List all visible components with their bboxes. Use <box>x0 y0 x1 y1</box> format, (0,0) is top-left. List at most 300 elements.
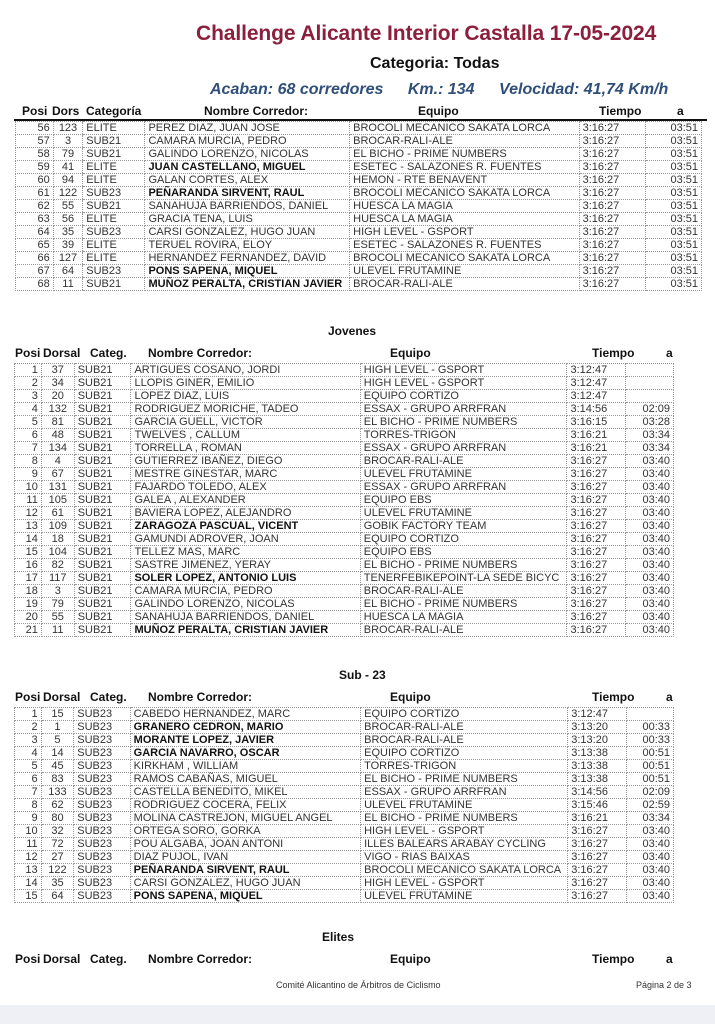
table-row <box>16 161 702 174</box>
cell-gap: 03:51 <box>645 213 701 226</box>
cell-position: 8 <box>15 455 42 468</box>
cell-category: SUB23 <box>74 851 130 864</box>
cell-dorsal: 62 <box>41 799 74 812</box>
cell-rider-name: CARSI GONZALEZ, HUGO JUAN <box>145 226 350 239</box>
cell-gap: 03:51 <box>645 252 701 265</box>
category-subtitle: Categoria: Todas <box>370 55 500 72</box>
cell-position: 11 <box>15 494 42 507</box>
cell-time: 3:16:27 <box>579 278 645 291</box>
cell-time: 3:16:27 <box>567 507 626 520</box>
cell-position: 5 <box>15 760 42 773</box>
cell-team: BROCAR-RALI-ALE <box>350 278 579 291</box>
col-posi: Posi <box>15 346 41 360</box>
cell-time: 3:16:15 <box>567 416 626 429</box>
cell-gap: 03:40 <box>626 877 673 890</box>
cell-dorsal: 5 <box>41 734 74 747</box>
cell-time: 3:14:56 <box>567 403 626 416</box>
cell-rider-name: GALAN CORTES, ALEX <box>145 174 350 187</box>
table-row <box>15 721 674 734</box>
cell-time: 3:16:27 <box>579 213 645 226</box>
cell-position: 62 <box>16 200 54 213</box>
cell-gap: 03:40 <box>626 455 674 468</box>
cell-dorsal: 61 <box>41 507 74 520</box>
col-gap: a <box>677 104 684 118</box>
cell-position: 61 <box>16 187 54 200</box>
cell-team: ESETEC - SALAZONES R. FUENTES <box>350 239 579 252</box>
cell-team: ULEVEL FRUTAMINE <box>360 468 567 481</box>
cell-team: EQUIPO CORTIZO <box>361 708 568 721</box>
cell-position: 68 <box>16 278 54 291</box>
section-title-jovenes: Jovenes <box>328 324 377 338</box>
table-row <box>15 455 674 468</box>
cell-team: HUESCA LA MAGIA <box>350 200 579 213</box>
cell-time: 3:12:47 <box>567 390 626 403</box>
cell-position: 16 <box>15 559 42 572</box>
table-row <box>16 239 702 252</box>
table-row <box>16 252 702 265</box>
table-row <box>15 890 674 903</box>
cell-rider-name: MUÑOZ PERALTA, CRISTIAN JAVIER <box>145 278 350 291</box>
cell-team: BROCOLI MECANICO SAKATA LORCA <box>361 864 568 877</box>
cell-rider-name: GARCIA GUELL, VICTOR <box>131 416 360 429</box>
cell-time: 3:16:27 <box>567 468 626 481</box>
cell-position: 6 <box>15 429 42 442</box>
cell-time: 3:16:21 <box>568 812 626 825</box>
cell-rider-name: MORANTE LOPEZ, JAVIER <box>130 734 360 747</box>
table-row <box>15 864 674 877</box>
cell-team: ESSAX - GRUPO ARRFRAN <box>360 442 567 455</box>
cell-category: SUB23 <box>74 838 130 851</box>
table-row <box>15 773 674 786</box>
cell-dorsal: 105 <box>41 494 74 507</box>
jovenes-results-table <box>14 363 674 637</box>
table-row <box>15 812 674 825</box>
cell-team: GOBIK FACTORY TEAM <box>360 520 567 533</box>
cell-category: SUB23 <box>74 747 130 760</box>
cell-team: HUESCA LA MAGIA <box>360 611 567 624</box>
cell-team: ULEVEL FRUTAMINE <box>350 265 579 278</box>
cell-team: ULEVEL FRUTAMINE <box>361 799 568 812</box>
col-category: Categ. <box>90 952 127 966</box>
cell-time: 3:16:27 <box>579 122 645 135</box>
cell-time: 3:13:38 <box>568 773 626 786</box>
cell-position: 8 <box>15 799 42 812</box>
cell-team: EQUIPO CORTIZO <box>361 747 568 760</box>
table-row <box>16 278 702 291</box>
cell-position: 2 <box>15 721 42 734</box>
table-row <box>15 390 674 403</box>
cell-time: 3:13:20 <box>568 734 626 747</box>
cell-position: 4 <box>15 747 42 760</box>
cell-gap: 03:40 <box>626 507 674 520</box>
cell-dorsal: 134 <box>41 442 74 455</box>
col-name: Nombre Corredor: <box>148 952 253 966</box>
cell-rider-name: SANAHUJA BARRIENDOS, DANIEL <box>131 611 360 624</box>
col-team: Equipo <box>390 346 431 360</box>
cell-category: SUB21 <box>74 624 131 637</box>
cell-team: ESSAX - GRUPO ARRFRAN <box>360 481 567 494</box>
cell-time: 3:16:27 <box>579 174 645 187</box>
cell-position: 3 <box>15 390 42 403</box>
cell-gap: 03:51 <box>645 174 701 187</box>
cell-rider-name: LLOPIS GINER, EMILIO <box>131 377 360 390</box>
average-speed: Velocidad: 41,74 Km/h <box>499 81 669 98</box>
cell-category: ELITE <box>83 213 145 226</box>
cell-category: ELITE <box>83 122 145 135</box>
cell-gap <box>626 708 673 721</box>
cell-gap: 03:51 <box>645 135 701 148</box>
cell-team: EL BICHO - PRIME NUMBERS <box>360 598 567 611</box>
cell-dorsal: 34 <box>41 377 74 390</box>
cell-dorsal: 80 <box>41 812 74 825</box>
cell-category: SUB21 <box>83 148 145 161</box>
cell-rider-name: CARSI GONZALEZ, HUGO JUAN <box>130 877 360 890</box>
cell-time: 3:16:27 <box>567 611 626 624</box>
cell-category: SUB21 <box>74 403 131 416</box>
table-row <box>16 265 702 278</box>
cell-team: EQUIPO EBS <box>360 546 567 559</box>
cell-gap: 00:33 <box>626 734 673 747</box>
cell-team: BROCAR-RALI-ALE <box>360 624 567 637</box>
cell-gap: 03:40 <box>626 611 674 624</box>
cell-rider-name: GAMUNDI ADROVER, JOAN <box>131 533 360 546</box>
col-dorsal: Dorsal <box>43 690 81 704</box>
cell-team: VIGO - RIAS BAIXAS <box>361 851 568 864</box>
cell-category: SUB21 <box>74 611 131 624</box>
cell-position: 9 <box>15 812 42 825</box>
cell-category: SUB23 <box>83 265 145 278</box>
cell-category: SUB23 <box>74 734 130 747</box>
cell-gap: 02:09 <box>626 786 673 799</box>
col-dorsal: Dorsal <box>43 952 81 966</box>
table-row <box>16 135 702 148</box>
cell-gap: 03:40 <box>626 825 673 838</box>
cell-team: TORRES-TRIGON <box>360 429 567 442</box>
cell-time: 3:16:27 <box>579 265 645 278</box>
cell-team: BROCAR-RALI-ALE <box>350 135 579 148</box>
cell-rider-name: ORTEGA SORO, GORKA <box>130 825 360 838</box>
cell-gap: 03:40 <box>626 572 674 585</box>
cell-position: 65 <box>16 239 54 252</box>
cell-team: EQUIPO CORTIZO <box>360 533 567 546</box>
cell-position: 63 <box>16 213 54 226</box>
table-row <box>15 877 674 890</box>
cell-time: 3:16:27 <box>567 546 626 559</box>
cell-dorsal: 104 <box>41 546 74 559</box>
cell-rider-name: MOLINA CASTREJON, MIGUEL ANGEL <box>130 812 360 825</box>
cell-gap: 03:34 <box>626 442 674 455</box>
cell-gap: 03:40 <box>626 585 674 598</box>
cell-position: 12 <box>15 507 42 520</box>
cell-time: 3:12:47 <box>568 708 626 721</box>
cell-rider-name: PEÑARANDA SIRVENT, RAUL <box>145 187 350 200</box>
cell-gap: 03:51 <box>645 187 701 200</box>
cell-position: 60 <box>16 174 54 187</box>
cell-gap: 00:51 <box>626 747 673 760</box>
cell-rider-name: POU ALGABA, JOAN ANTONI <box>130 838 360 851</box>
cell-position: 17 <box>15 572 42 585</box>
cell-time: 3:13:38 <box>568 760 626 773</box>
cell-gap: 02:59 <box>626 799 673 812</box>
cell-time: 3:16:21 <box>567 429 626 442</box>
cell-position: 19 <box>15 598 42 611</box>
cell-team: ILLES BALEARS ARABAY CYCLING <box>361 838 568 851</box>
cell-category: SUB21 <box>74 481 131 494</box>
table-row <box>15 494 674 507</box>
table-row <box>15 377 674 390</box>
cell-dorsal: 55 <box>41 611 74 624</box>
col-category: Categoría <box>86 104 142 118</box>
cell-team: HUESCA LA MAGIA <box>350 213 579 226</box>
cell-gap: 03:51 <box>645 200 701 213</box>
cell-position: 9 <box>15 468 42 481</box>
cell-position: 6 <box>15 773 42 786</box>
cell-dorsal: 48 <box>41 429 74 442</box>
cell-rider-name: PONS SAPENA, MIQUEL <box>145 265 350 278</box>
cell-time: 3:16:27 <box>579 161 645 174</box>
cell-team: BROCAR-RALI-ALE <box>361 734 568 747</box>
cell-time: 3:16:27 <box>567 598 626 611</box>
cell-category: SUB21 <box>83 278 145 291</box>
cell-dorsal: 82 <box>41 559 74 572</box>
cell-position: 10 <box>15 481 42 494</box>
cell-gap: 03:51 <box>645 239 701 252</box>
cell-time: 3:16:27 <box>579 148 645 161</box>
general-results-table <box>15 121 702 291</box>
cell-rider-name: FAJARDO TOLEDO, ALEX <box>131 481 360 494</box>
cell-gap: 03:40 <box>626 838 673 851</box>
cell-category: SUB21 <box>74 364 131 377</box>
cell-gap: 03:40 <box>626 559 674 572</box>
cell-dorsal: 67 <box>41 468 74 481</box>
cell-time: 3:16:27 <box>567 520 626 533</box>
col-posi: Posi <box>22 104 48 118</box>
cell-dorsal: 3 <box>53 135 83 148</box>
cell-category: ELITE <box>83 174 145 187</box>
cell-team: EL BICHO - PRIME NUMBERS <box>360 559 567 572</box>
cell-category: SUB21 <box>74 520 131 533</box>
table-row <box>15 747 674 760</box>
cell-category: SUB21 <box>74 390 131 403</box>
table-row <box>15 533 674 546</box>
cell-gap <box>626 377 674 390</box>
cell-team: ULEVEL FRUTAMINE <box>361 890 568 903</box>
cell-rider-name: TELLEZ MAS, MARC <box>131 546 360 559</box>
cell-rider-name: RAMOS CABAÑAS, MIGUEL <box>130 773 360 786</box>
cell-category: SUB21 <box>74 377 131 390</box>
table-row <box>15 799 674 812</box>
cell-gap: 00:51 <box>626 773 673 786</box>
cell-team: TENERFEBIKEPOINT-LA SEDE BICYC <box>360 572 567 585</box>
cell-category: SUB23 <box>74 864 130 877</box>
cell-dorsal: 37 <box>41 364 74 377</box>
col-name: Nombre Corredor: <box>204 104 309 118</box>
cell-time: 3:16:27 <box>579 135 645 148</box>
cell-category: ELITE <box>83 239 145 252</box>
cell-dorsal: 20 <box>41 390 74 403</box>
cell-position: 66 <box>16 252 54 265</box>
cell-gap: 00:51 <box>626 760 673 773</box>
cell-rider-name: GALEA , ALEXANDER <box>131 494 360 507</box>
table-row <box>15 429 674 442</box>
cell-position: 56 <box>16 122 54 135</box>
cell-dorsal: 39 <box>53 239 83 252</box>
cell-position: 13 <box>15 520 42 533</box>
table-row <box>15 442 674 455</box>
cell-time: 3:16:27 <box>579 200 645 213</box>
cell-team: EL BICHO - PRIME NUMBERS <box>361 773 568 786</box>
cell-position: 10 <box>15 825 42 838</box>
cell-time: 3:16:21 <box>567 442 626 455</box>
cell-rider-name: PEÑARANDA SIRVENT, RAUL <box>130 864 360 877</box>
cell-team: ESETEC - SALAZONES R. FUENTES <box>350 161 579 174</box>
cell-position: 15 <box>15 890 42 903</box>
cell-rider-name: JUAN CASTELLANO, MIGUEL <box>145 161 350 174</box>
cell-time: 3:16:27 <box>567 585 626 598</box>
cell-team: ESSAX - GRUPO ARRFRAN <box>361 786 568 799</box>
cell-category: SUB23 <box>74 825 130 838</box>
cell-dorsal: 15 <box>41 708 74 721</box>
cell-gap <box>626 390 674 403</box>
col-dorsal: Dorsal <box>43 346 81 360</box>
cell-category: SUB23 <box>74 799 130 812</box>
cell-category: SUB23 <box>74 773 130 786</box>
cell-rider-name: RODRIGUEZ COCERA, FELIX <box>130 799 360 812</box>
table-row <box>15 708 674 721</box>
cell-gap: 03:40 <box>626 624 674 637</box>
cell-category: SUB21 <box>74 429 131 442</box>
cell-category: ELITE <box>83 161 145 174</box>
cell-time: 3:16:27 <box>579 239 645 252</box>
cell-position: 14 <box>15 533 42 546</box>
cell-dorsal: 79 <box>53 148 83 161</box>
cell-team: HIGH LEVEL - GSPORT <box>350 226 579 239</box>
cell-dorsal: 109 <box>41 520 74 533</box>
cell-rider-name: TWELVES , CALLUM <box>131 429 360 442</box>
table-row <box>15 468 674 481</box>
cell-dorsal: 79 <box>41 598 74 611</box>
cell-gap: 02:09 <box>626 403 674 416</box>
race-distance: Km.: 134 <box>407 81 475 98</box>
cell-rider-name: RODRIGUEZ MORICHE, TADEO <box>131 403 360 416</box>
cell-dorsal: 56 <box>53 213 83 226</box>
cell-team: HIGH LEVEL - GSPORT <box>360 377 567 390</box>
cell-dorsal: 127 <box>53 252 83 265</box>
cell-category: SUB21 <box>74 416 131 429</box>
table-row <box>15 520 674 533</box>
cell-team: HIGH LEVEL - GSPORT <box>361 825 568 838</box>
cell-dorsal: 133 <box>41 786 74 799</box>
cell-dorsal: 117 <box>41 572 74 585</box>
cell-time: 3:16:27 <box>567 494 626 507</box>
cell-category: SUB21 <box>74 533 131 546</box>
cell-time: 3:16:27 <box>568 877 626 890</box>
cell-gap: 03:34 <box>626 812 673 825</box>
cell-rider-name: TORRELLA , ROMAN <box>131 442 360 455</box>
table-row <box>15 364 674 377</box>
cell-dorsal: 132 <box>41 403 74 416</box>
cell-rider-name: GARCIA NAVARRO, OSCAR <box>130 747 360 760</box>
cell-category: SUB21 <box>74 585 131 598</box>
cell-dorsal: 45 <box>41 760 74 773</box>
cell-position: 59 <box>16 161 54 174</box>
cell-gap: 03:34 <box>626 429 674 442</box>
col-time: Tiempo <box>592 952 635 966</box>
table-row <box>15 585 674 598</box>
col-time: Tiempo <box>599 104 642 118</box>
col-team: Equipo <box>390 690 431 704</box>
cell-rider-name: GRACIA TENA, LUIS <box>145 213 350 226</box>
cell-category: SUB21 <box>74 494 131 507</box>
col-name: Nombre Corredor: <box>148 346 253 360</box>
cell-position: 13 <box>15 864 42 877</box>
cell-gap: 03:28 <box>626 416 674 429</box>
cell-team: EL BICHO - PRIME NUMBERS <box>360 416 567 429</box>
cell-dorsal: 94 <box>53 174 83 187</box>
cell-rider-name: KIRKHAM , WILLIAM <box>130 760 360 773</box>
table-row <box>15 838 674 851</box>
cell-gap: 03:51 <box>645 265 701 278</box>
section-title-elites: Elites <box>322 930 355 944</box>
table-row <box>15 734 674 747</box>
cell-team: EL BICHO - PRIME NUMBERS <box>361 812 568 825</box>
cell-time: 3:13:20 <box>568 721 626 734</box>
cell-dorsal: 41 <box>53 161 83 174</box>
cell-position: 11 <box>15 838 42 851</box>
cell-gap: 03:40 <box>626 598 674 611</box>
cell-gap: 03:51 <box>645 148 701 161</box>
cell-gap: 03:51 <box>645 278 701 291</box>
cell-time: 3:16:27 <box>579 187 645 200</box>
table-row <box>15 825 674 838</box>
race-stats <box>210 81 688 99</box>
cell-category: SUB21 <box>83 200 145 213</box>
cell-position: 7 <box>15 442 42 455</box>
cell-dorsal: 122 <box>53 187 83 200</box>
cell-position: 58 <box>16 148 54 161</box>
cell-team: EQUIPO CORTIZO <box>360 390 567 403</box>
cell-rider-name: CAMARA MURCIA, PEDRO <box>131 585 360 598</box>
cell-time: 3:12:47 <box>567 377 626 390</box>
footer-organization: Comité Alicantino de Árbitros de Ciclismo <box>276 980 441 990</box>
cell-time: 3:16:27 <box>568 864 626 877</box>
col-gap: a <box>666 690 673 704</box>
finishers-count: Acaban: 68 corredores <box>210 81 384 98</box>
cell-gap: 03:40 <box>626 864 673 877</box>
race-title: Challenge Alicante Interior Castalla 17-05-2024 <box>196 22 657 45</box>
cell-dorsal: 1 <box>41 721 74 734</box>
cell-team: BROCAR-RALI-ALE <box>360 455 567 468</box>
cell-category: SUB21 <box>74 572 131 585</box>
cell-category: SUB21 <box>74 507 131 520</box>
cell-dorsal: 83 <box>41 773 74 786</box>
table-row <box>15 760 674 773</box>
col-time: Tiempo <box>592 346 635 360</box>
cell-category: SUB23 <box>74 877 130 890</box>
col-category: Categ. <box>90 346 127 360</box>
cell-dorsal: 55 <box>53 200 83 213</box>
cell-rider-name: DIAZ PUJOL, IVAN <box>130 851 360 864</box>
cell-gap: 03:40 <box>626 468 674 481</box>
cell-rider-name: ZARAGOZA PASCUAL, VICENT <box>131 520 360 533</box>
table-row <box>15 559 674 572</box>
col-team: Equipo <box>418 104 459 118</box>
cell-team: TORRES-TRIGON <box>361 760 568 773</box>
table-row <box>15 611 674 624</box>
cell-gap: 03:40 <box>626 494 674 507</box>
cell-team: BROCOLI MECANICO SAKATA LORCA <box>350 252 579 265</box>
cell-rider-name: CABEDO HERNANDEZ, MARC <box>130 708 360 721</box>
